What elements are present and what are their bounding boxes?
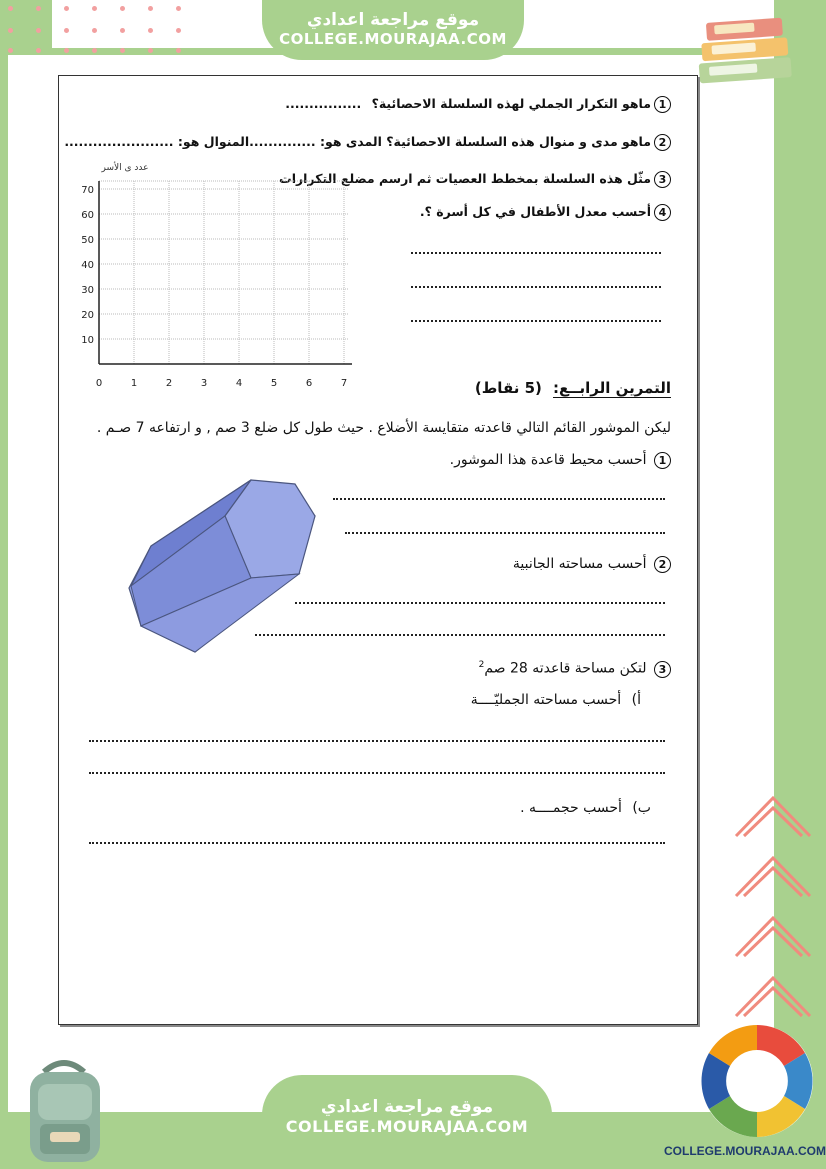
question-number-2: 2: [654, 134, 671, 151]
answer-line[interactable]: [345, 532, 665, 534]
books-icon: [694, 12, 804, 92]
question-2-text: ماهو مدى و منوال هذه السلسلة الاحصائية؟ المدى هو: ..............المنوال هو: .......................: [64, 134, 651, 149]
exercise-4-q2-text: أحسب مساحته الجانبية: [512, 556, 647, 572]
question-4-text: أحسب معدل الأطفال في كل أسرة ؟.: [419, 204, 651, 219]
exercise-4-q3b: [520, 800, 651, 816]
site-name-bottom: موقع مراجعة اعدادي: [320, 1097, 494, 1117]
exercise-4-q3a-label: أ): [631, 692, 641, 708]
hexagonal-prism-figure: [125, 476, 325, 656]
site-banner-bottom[interactable]: [262, 1075, 552, 1169]
x-tick-label: 6: [305, 378, 313, 389]
x-tick-label: 5: [270, 378, 278, 389]
question-1-text: ماهو التكرار الجملي لهذه السلسلة الاحصائية؟: [371, 96, 651, 111]
site-banner-top[interactable]: [262, 0, 524, 60]
exercise-4-points: (5 نقاط): [474, 379, 542, 397]
answer-line[interactable]: [411, 286, 661, 288]
exercise-4-q3a: [471, 692, 641, 708]
exercise-4-title: التمرين الرابــع:: [552, 379, 671, 397]
answer-line[interactable]: [89, 740, 665, 742]
x-tick-label: 3: [200, 378, 208, 389]
question-1: [285, 96, 671, 113]
answer-line[interactable]: [89, 772, 665, 774]
exercise-4-q3-text: لتكن مساحة قاعدته 28 صم: [484, 660, 647, 677]
worksheet: [58, 75, 698, 1025]
x-tick-label: 1: [130, 378, 138, 389]
y-tick-label: 50: [81, 235, 94, 246]
y-axis-label: عدد ى الأسر: [101, 163, 149, 173]
site-name: موقع مراجعة اعدادي: [306, 10, 480, 30]
x-tick-label: 2: [165, 378, 173, 389]
exercise-4-q3-number: 3: [654, 661, 671, 678]
exercise-4-q2-number: 2: [654, 556, 671, 573]
y-tick-label: 20: [81, 310, 94, 321]
question-number-3: 3: [654, 171, 671, 188]
exercise-4-q3: [479, 660, 671, 678]
exercise-4-q1: [450, 452, 671, 469]
backpack-icon: [14, 1054, 114, 1166]
y-tick-label: 10: [81, 335, 94, 346]
exercise-4-q1-number: 1: [654, 452, 671, 469]
question-1-answer[interactable]: ................: [285, 96, 362, 111]
y-tick-label: 30: [81, 285, 94, 296]
exercise-4-q3a-text: أحسب مساحته الجمليّــــة: [470, 692, 622, 708]
answer-line[interactable]: [333, 498, 665, 500]
exercise-4-q3b-text: أحسب حجمــــه .: [520, 800, 622, 816]
exercise-4-q2: [513, 556, 671, 573]
decorative-dots: [8, 4, 208, 64]
site-url: COLLEGE.MOURAJAA.COM: [279, 30, 507, 48]
y-tick-label: 70: [81, 185, 94, 196]
answer-line[interactable]: [89, 842, 665, 844]
exercise-4-q1-text: أحسب محيط قاعدة هذا الموشور.: [449, 452, 647, 468]
answer-line[interactable]: [295, 602, 665, 604]
exercise-4-heading: [475, 378, 671, 397]
exercise-4-q3-exponent: 2: [478, 660, 485, 670]
question-number-1: 1: [654, 96, 671, 113]
x-tick-label: 7: [340, 378, 348, 389]
bar-chart-grid[interactable]: [65, 160, 365, 390]
x-tick-label: 0: [95, 378, 103, 389]
school-subjects-logo: [696, 1022, 818, 1140]
site-url-bottom: COLLEGE.MOURAJAA.COM: [285, 1117, 529, 1136]
question-number-4: 4: [654, 204, 671, 221]
exercise-4-q3b-label: ب): [632, 800, 651, 816]
question-4: [420, 204, 671, 221]
x-tick-label: 4: [235, 378, 243, 389]
y-tick-label: 60: [81, 210, 94, 221]
answer-line[interactable]: [411, 252, 661, 254]
y-tick-label: 40: [81, 260, 94, 271]
question-2: [64, 134, 671, 151]
chevrons-decoration: [730, 790, 816, 1050]
question-3-text: مثّل هذه السلسلة بمخطط العصيات ثم ارسم مضلع التكرارات: [279, 171, 651, 186]
footer-url[interactable]: COLLEGE.MOURAJAA.COM: [664, 1144, 826, 1158]
answer-line[interactable]: [411, 320, 661, 322]
exercise-4-intro: ليكن الموشور القائم التالي قاعدته متقايسة الأضلاع . حيث طول كل ضلع 3 صم , و ارتفاعه 7 صـم .: [96, 420, 671, 436]
